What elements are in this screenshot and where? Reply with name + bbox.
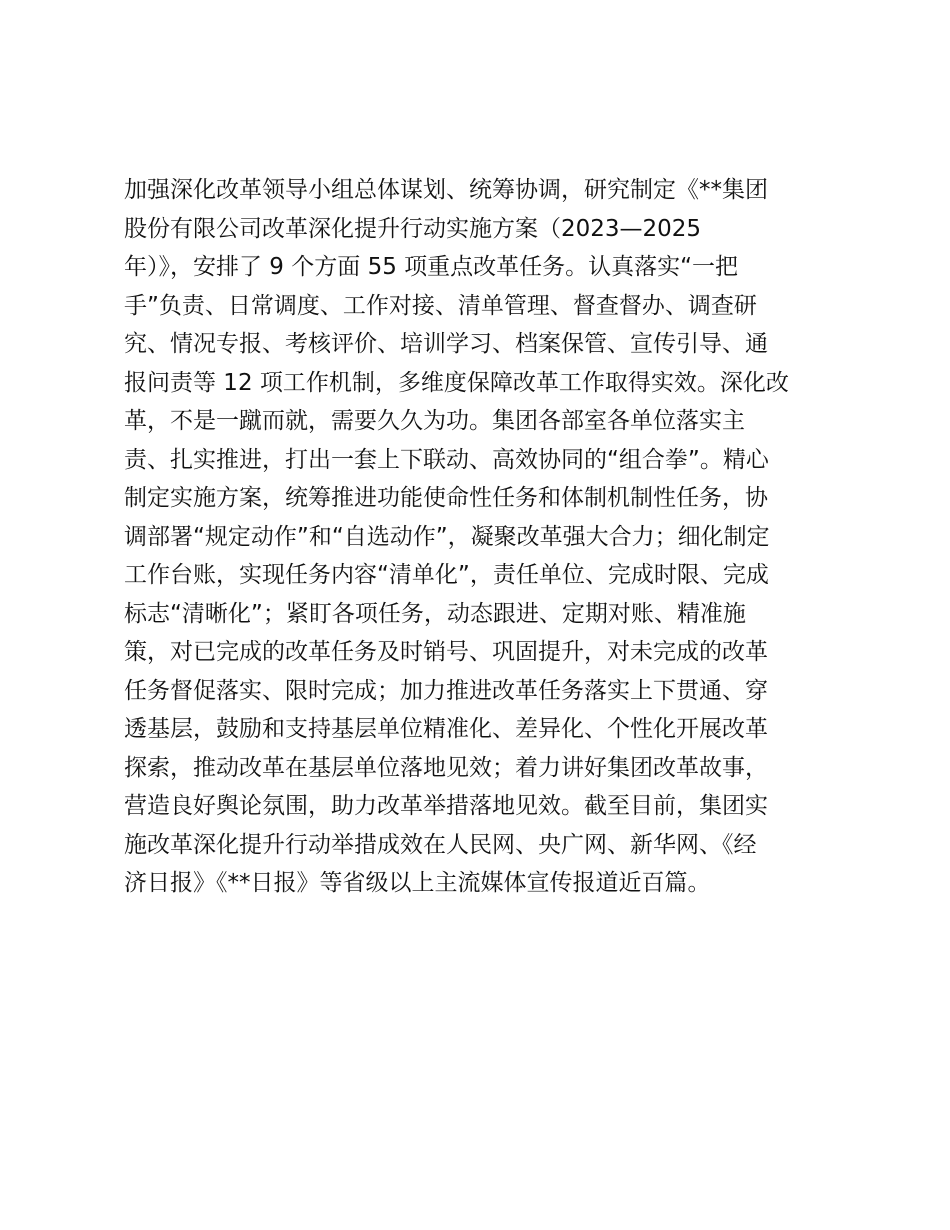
text-line: 营造良好舆论氛围，助力改革举措落地见效。截至目前，集团实 (124, 793, 768, 819)
text-line: 策，对已完成的改革任务及时销号、巩固提升，对未完成的改革 (124, 639, 768, 665)
text-line: 手”负责、日常调度、工作对接、清单管理、督查督办、调查研 (124, 292, 757, 319)
text-line: 调部署“规定动作”和“自选动作”，凝聚改革强大合力；细化制定 (124, 523, 770, 550)
text-line: 透基层，鼓励和支持基层单位精准化、差异化、个性化开展改革 (124, 716, 768, 742)
text-line: 加强深化改革领导小组总体谋划、统筹协调，研究制定《**集团 (124, 177, 768, 203)
text-line: 责、扎实推进，打出一套上下联动、高效协同的“组合拳”。精心 (124, 446, 769, 473)
body-paragraph (124, 171, 844, 903)
text-line: 革，不是一蹴而就，需要久久为功。集团各部室各单位落实主 (124, 408, 745, 434)
text-line: 制定实施方案，统筹推进功能使命性任务和体制机制性任务，协 (124, 485, 768, 511)
text-line: 究、情况专报、考核评价、培训学习、档案保管、宣传引导、通 (124, 331, 768, 357)
text-line: 济日报》《**日报》等省级以上主流媒体宣传报道近百篇。 (124, 870, 711, 896)
text-line: 探索，推动改革在基层单位落地见效；着力讲好集团改革故事， (124, 754, 768, 781)
text-line: 报问责等 12 项工作机制，多维度保障改革工作取得实效。深化改 (124, 369, 789, 396)
text-line: 施改革深化提升行动举措成效在人民网、央广网、新华网、《经 (124, 831, 757, 858)
text-line: 年）》，安排了 9 个方面 55 项重点改革任务。认真落实“一把 (124, 254, 739, 280)
text-line: 工作台账，实现任务内容“清单化”，责任单位、完成时限、完成 (124, 562, 769, 588)
text-line: 任务督促落实、限时完成；加力推进改革任务落实上下贯通、穿 (124, 677, 768, 704)
text-line: 标志“清晰化”；紧盯各项任务，动态跟进、定期对账、精准施 (124, 600, 746, 627)
text-line: 股份有限公司改革深化提升行动实施方案（2023—2025 (124, 215, 702, 242)
